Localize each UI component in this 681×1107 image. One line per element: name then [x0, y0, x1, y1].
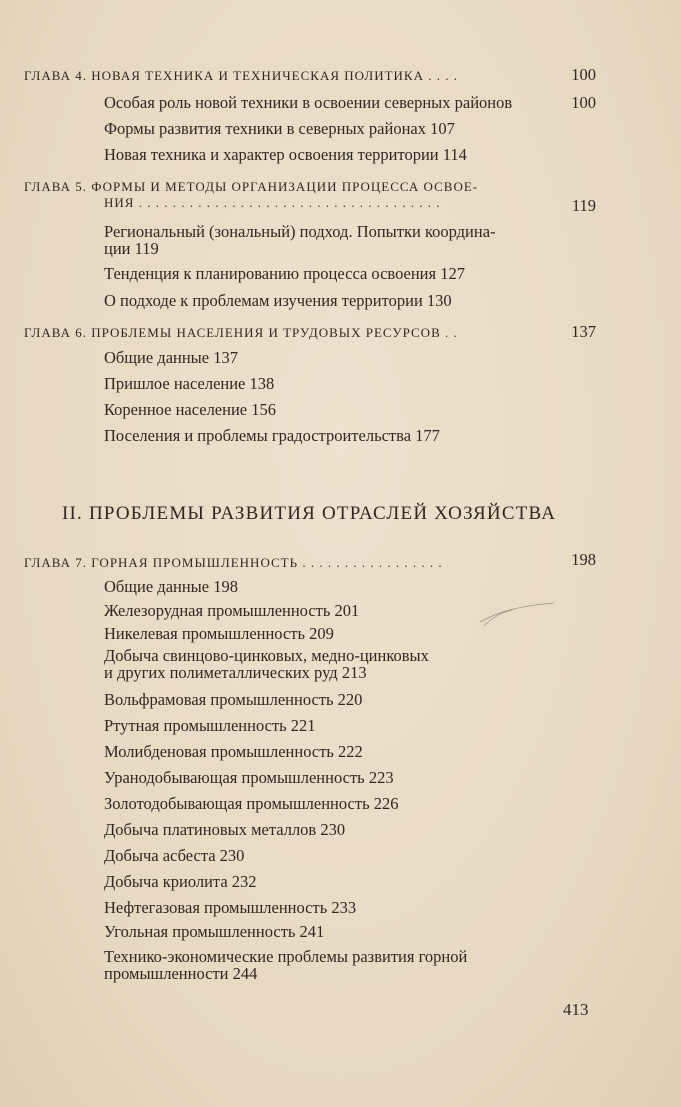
toc-entry: Добыча асбеста 230: [104, 846, 245, 865]
toc-entry: промышленности 244: [104, 964, 258, 983]
chapter-6-title: ГЛАВА 6. ПРОБЛЕМЫ НАСЕЛЕНИЯ И ТРУДОВЫХ РЕСУРСОВ . .: [24, 325, 458, 340]
toc-entry: Новая техника и характер освоения территории 114: [104, 145, 467, 164]
toc-entry: Нефтегазовая промышленность 233: [104, 898, 357, 917]
toc-entry: Общие данные 137: [104, 348, 238, 367]
chapter-5-title-line1: ГЛАВА 5. ФОРМЫ И МЕТОДЫ ОРГАНИЗАЦИИ ПРОЦЕССА ОСВОЕ-: [24, 179, 479, 194]
chapter-7-title: ГЛАВА 7. ГОРНАЯ ПРОМЫШЛЕННОСТЬ . . . . . . . . . . . . . . . . .: [24, 555, 443, 570]
toc-entry: Технико-экономические проблемы развития горной: [104, 947, 468, 966]
toc-entry: Молибденовая промышленность 222: [104, 742, 363, 761]
toc-entry: Уранодобывающая промышленность 223: [104, 768, 394, 787]
page-number: 413: [563, 1000, 589, 1019]
toc-entry: Добыча свинцово-цинковых, медно-цинковых: [104, 646, 429, 665]
toc-entry: Формы развития техники в северных районах 107: [104, 119, 455, 138]
toc-entry: Региональный (зональный) подход. Попытки координа-: [104, 222, 496, 241]
pencil-mark: [478, 600, 558, 630]
toc-entry: и других полиметаллических руд 213: [104, 663, 367, 682]
toc-entry: Общие данные 198: [104, 577, 238, 596]
toc-entry: Добыча платиновых металлов 230: [104, 820, 346, 839]
toc-entry: Коренное население 156: [104, 400, 276, 419]
toc-entry: Угольная промышленность 241: [104, 922, 325, 941]
chapter-4-title: ГЛАВА 4. НОВАЯ ТЕХНИКА И ТЕХНИЧЕСКАЯ ПОЛИТИКА . . . .: [24, 68, 458, 83]
chapter-5-title-line2: НИЯ . . . . . . . . . . . . . . . . . . . . . . . . . . . . . . . . . . . .: [104, 195, 441, 210]
toc-entry: Вольфрамовая промышленность 220: [104, 690, 363, 709]
toc-entry: Никелевая промышленность 209: [104, 624, 334, 643]
toc-entry: Ртутная промышленность 221: [104, 716, 316, 735]
toc-entry: Золотодобывающая промышленность 226: [104, 794, 399, 813]
toc-entry: Железорудная промышленность 201: [104, 601, 360, 620]
toc-entry: Поселения и проблемы градостроительства 177: [104, 426, 440, 445]
chapter-7-page: 198: [571, 550, 596, 569]
toc-entry: Особая роль новой техники в освоении северных районов: [104, 93, 513, 112]
chapter-4-page: 100: [571, 65, 596, 84]
toc-entry: Тенденция к планированию процесса освоения 127: [104, 264, 465, 283]
toc-entry: Добыча криолита 232: [104, 872, 257, 891]
chapter-6-page: 137: [571, 322, 596, 341]
chapter-5-page: 119: [571, 196, 596, 215]
part-2-heading: II. ПРОБЛЕМЫ РАЗВИТИЯ ОТРАСЛЕЙ ХОЗЯЙСТВА: [62, 503, 557, 524]
toc-entry: О подходе к проблемам изучения территории 130: [104, 291, 452, 310]
toc-entry: ции 119: [104, 239, 159, 258]
toc-entry: Пришлое население 138: [104, 374, 275, 393]
toc-entry-page: 100: [571, 93, 596, 112]
